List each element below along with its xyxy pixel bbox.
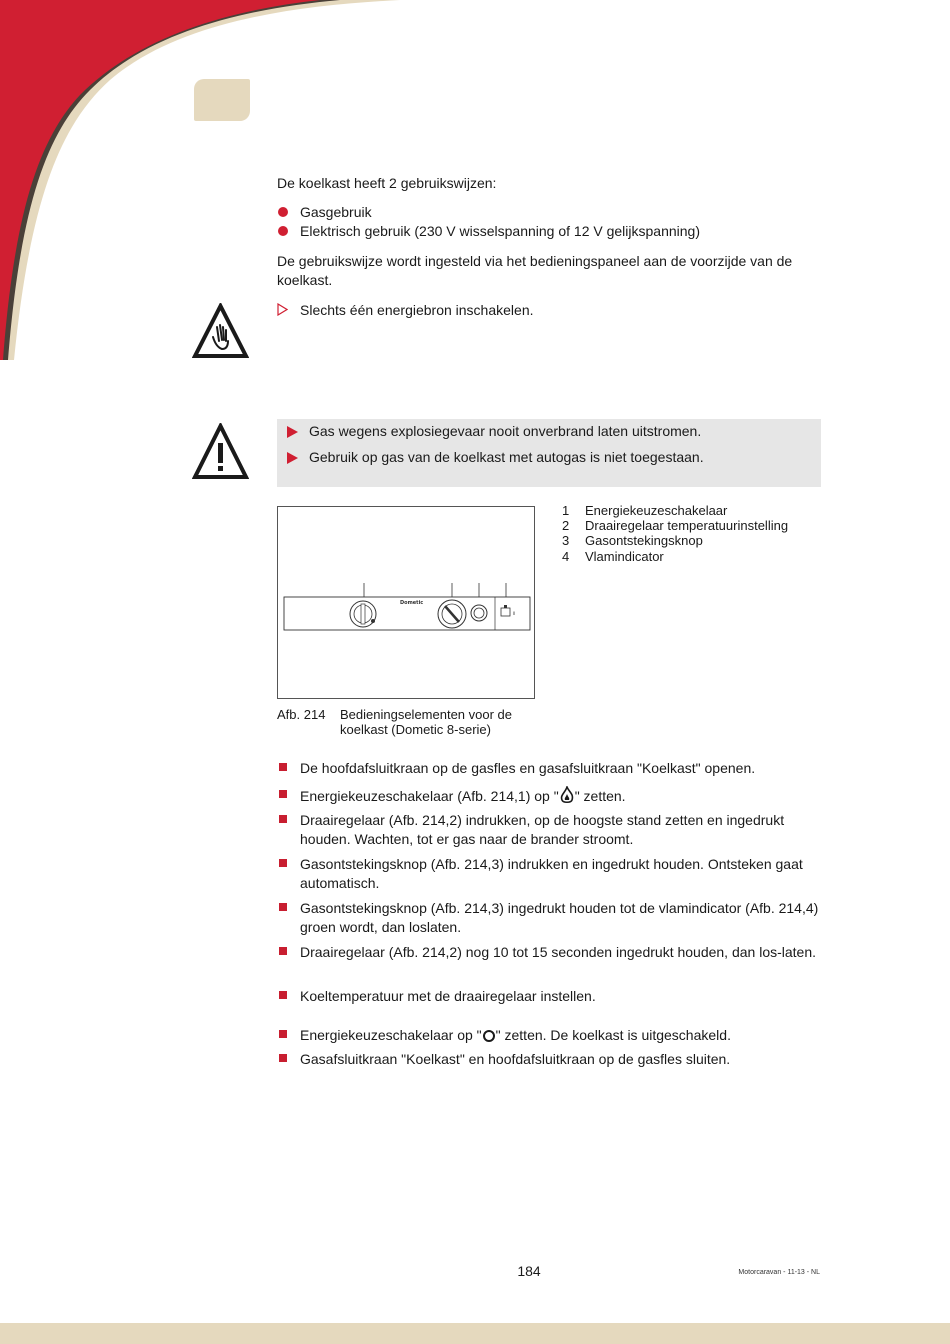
step-item: Draairegelaar (Afb. 214,2) indrukken, op de hoogste stand zetten en ingedrukt houden. Wachten, tot er gas naar de brander stroomt.	[277, 811, 822, 849]
bullet-square-icon	[279, 903, 287, 911]
bullet-square-icon	[279, 1054, 287, 1062]
mode-item: Elektrisch gebruik (230 V wisselspanning of 12 V gelijkspanning)	[277, 222, 822, 241]
step-item: Draairegelaar (Afb. 214,2) nog 10 tot 15 seconden ingedrukt houden, dan los-laten.	[277, 943, 822, 962]
bullet-square-icon	[279, 947, 287, 955]
bullet-square-icon	[279, 1030, 287, 1038]
hand-warning-icon	[192, 303, 249, 359]
legend-item: 3 Gasontstekingsknop	[562, 533, 703, 548]
mode-item: Gasgebruik	[277, 203, 822, 222]
page-number: 184	[517, 1263, 541, 1279]
bullet-square-icon	[279, 859, 287, 867]
document-id: Motorcaravan - 11-13 - NL	[738, 1269, 820, 1276]
step-item: Koeltemperatuur met de draairegelaar instellen.	[277, 987, 822, 1006]
bullet-square-icon	[279, 790, 287, 798]
warning-item: Gas wegens explosiegevaar nooit onverbrand laten uitstromen.	[277, 422, 822, 441]
footer-band	[0, 1323, 950, 1344]
mode-note: De gebruikswijze wordt ingesteld via het bedieningspaneel aan de voorzijde van de koelkast.	[277, 253, 793, 288]
step-item: Energiekeuzeschakelaar (Afb. 214,1) op " " zetten.	[277, 786, 822, 806]
triangle-outline-icon	[277, 303, 288, 316]
warning-item: Gebruik op gas van de koelkast met autogas is niet toegestaan.	[277, 448, 822, 467]
legend-item: 4 Vlamindicator	[562, 549, 664, 564]
step-item: Gasafsluitkraan "Koelkast" en hoofdafsluitkraan op de gasfles sluiten.	[277, 1050, 822, 1069]
bullet-dot-icon	[278, 207, 288, 217]
brand-logo: Dometic	[400, 600, 424, 606]
triangle-filled-icon	[287, 452, 298, 464]
flame-icon	[559, 786, 575, 804]
step-item: Energiekeuzeschakelaar op " " zetten. De koelkast is uitgeschakeld.	[277, 1026, 822, 1045]
legend-item: 1 Energiekeuzeschakelaar	[562, 503, 728, 518]
triangle-filled-icon	[287, 426, 298, 438]
chapter-tab	[194, 79, 250, 121]
svg-text:II: II	[513, 611, 516, 616]
control-panel-illustration	[278, 507, 534, 698]
bullet-square-icon	[279, 763, 287, 771]
warning-icon	[192, 423, 249, 480]
intro-text: De koelkast heeft 2 gebruikswijzen:	[277, 175, 497, 191]
figure-frame	[277, 506, 535, 699]
legend-item: 2 Draairegelaar temperatuurinstelling	[562, 518, 789, 533]
off-circle-icon	[482, 1029, 496, 1043]
note-item: Slechts één energiebron inschakelen.	[277, 301, 822, 320]
bullet-square-icon	[279, 991, 287, 999]
step-item: Gasontstekingsknop (Afb. 214,3) indrukken en ingedrukt houden. Ontsteken gaat automatisch.	[277, 855, 822, 893]
bullet-dot-icon	[278, 226, 288, 236]
step-item: De hoofdafsluitkraan op de gasfles en gasafsluitkraan "Koelkast" openen.	[277, 759, 822, 778]
step-item: Gasontstekingsknop (Afb. 214,3) ingedrukt houden tot de vlamindicator (Afb. 214,4) groen wordt, dan loslaten.	[277, 899, 822, 937]
bullet-square-icon	[279, 815, 287, 823]
